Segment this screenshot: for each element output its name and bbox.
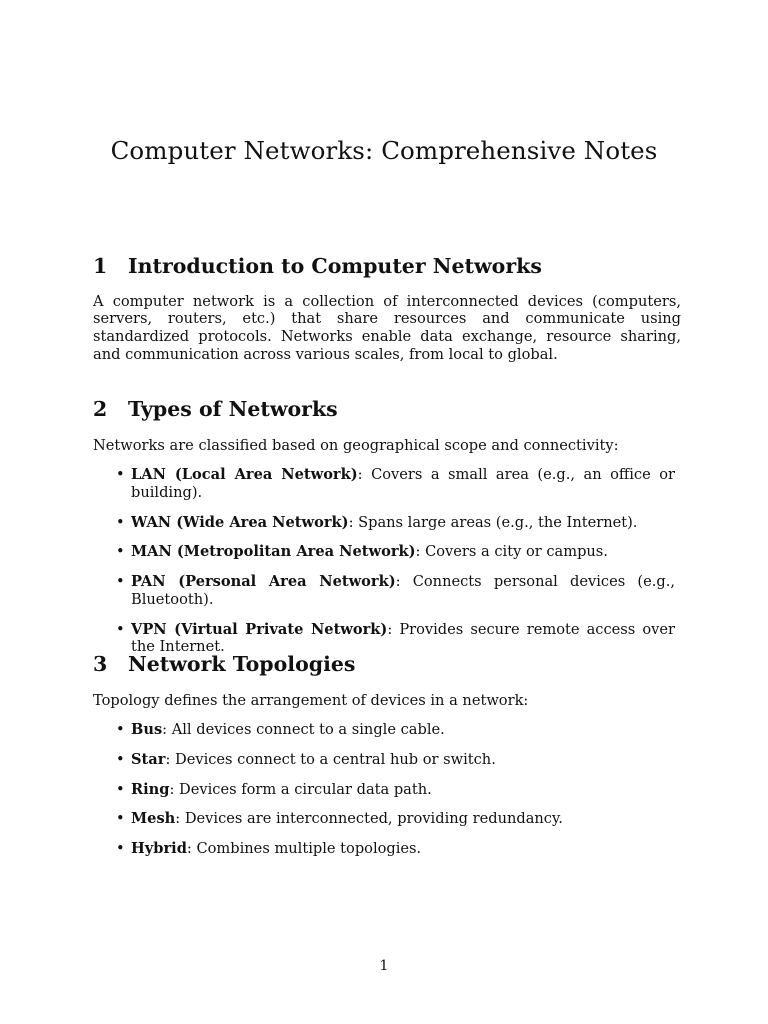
bullet-icon: • [116,543,125,561]
section-paragraph: A computer network is a collection of interconnected devices (computers, servers, routers, etc.) that share resources and communicate using standardized protocols. Networks enable data exchange, resource sharing, and communication across various scales, from local to global. [93,292,681,363]
bullet-icon: • [116,751,125,768]
topologies-list [93,721,675,858]
list-item-description: : Connects personal devices (e.g., Bluetooth). [131,573,675,608]
section-heading [93,254,675,279]
list-item-description: : Spans large areas (e.g., the Internet). [348,513,638,531]
page-number: 1 [379,958,389,974]
bullet-icon: • [116,780,125,798]
bullet-icon: • [116,620,125,638]
bullet-icon: • [116,840,125,858]
list-item [93,781,675,799]
list-item [93,543,675,561]
list-item-term: Bus [131,721,163,739]
list-item-description: : Devices form a circular data path. [169,780,432,798]
document-title: Computer Networks: Comprehensive Notes [110,136,658,165]
network-types-list [93,466,675,656]
section-title: Network Topologies [128,652,356,676]
list-item [93,466,675,501]
section-number: 3 [93,652,108,676]
bullet-icon: • [116,721,125,739]
section-number: 1 [93,254,108,278]
list-item-term: PAN (Personal Area Network) [131,573,396,591]
bullet-icon: • [116,810,125,828]
section-title: Types of Networks [128,397,338,421]
list-item-term: Star [131,751,166,768]
list-item [93,721,675,739]
bullet-icon: • [116,573,125,591]
section-number: 2 [93,397,108,421]
list-item-term: VPN (Virtual Private Network) [131,620,388,638]
section-network-topologies [93,652,675,858]
list-item-description: : Devices are interconnected, providing redundancy. [175,810,563,828]
list-item [93,621,675,656]
list-item-term: Mesh [131,810,176,828]
section-types-of-networks [93,397,675,656]
list-item [93,514,675,532]
list-item [93,751,675,769]
list-item-term: WAN (Wide Area Network) [131,513,349,531]
section-title: Introduction to Computer Networks [128,254,542,278]
list-item [93,573,675,608]
list-item [93,810,675,828]
bullet-icon: • [116,466,125,484]
list-item-term: Ring [131,780,170,798]
list-item-term: MAN (Metropolitan Area Network) [131,543,416,561]
list-item-description: : Covers a small area (e.g., an office or building). [131,466,675,501]
list-item-description: : All devices connect to a single cable. [162,721,445,739]
list-item-term: LAN (Local Area Network) [131,466,358,484]
list-item-description: : Devices connect to a central hub or switch. [165,751,496,768]
bullet-icon: • [116,513,125,531]
section-paragraph: Networks are classified based on geographical scope and connectivity: [93,436,619,454]
section-heading [93,652,675,677]
list-item-description: : Combines multiple topologies. [186,840,422,858]
section-introduction [93,254,681,363]
list-item [93,840,675,858]
list-item-description: : Covers a city or campus. [415,543,608,561]
section-paragraph: Topology defines the arrangement of devices in a network: [93,691,529,709]
list-item-term: Hybrid [131,840,187,858]
section-heading [93,397,675,422]
list-item-description: : Provides secure remote access over the Internet. [131,620,675,656]
